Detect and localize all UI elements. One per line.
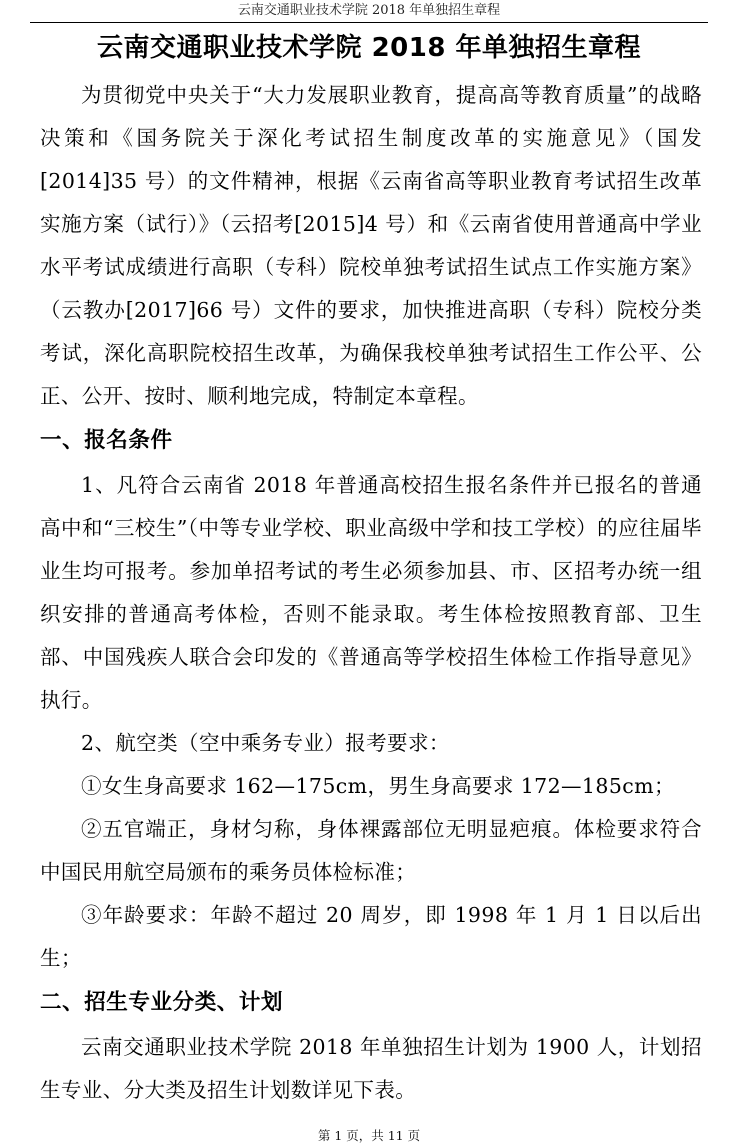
document-body (40, 74, 702, 1112)
aviation-requirement-age: ③年龄要求：年龄不超过 20 周岁，即 1998 年 1 月 1 日以后出生； (40, 903, 702, 970)
intro-paragraph: 为贯彻党中央关于“大力发展职业教育，提高高等教育质量”的战略决策和《国务院关于深化考试招生制度改革的实施意见》（国发[2014]35 号）的文件精神，根据《云南省高等职业教育考试招生改革实施方案（试行）》（云招考[2015]4 号）和《云南省使用普通高中学业水平考试成绩进行高职（专科）院校单独考试招生试点工作实施方案》（云教办[2017]66 号）文件的要求，加快推进高职（专科）院校分类考试，深化高职院校招生改革，为确保我校单独考试招生工作公平、公正、公开、按时、顺利地完成，特制定本章程。 (40, 83, 702, 408)
registration-condition-1: 1、凡符合云南省 2018 年普通高校招生报名条件并已报名的普通高中和“三校生”（中等专业学校、职业高级中学和技工学校）的应往届毕业生均可报考。参加单招考试的考生必须参加县、市、区招考办统一组织安排的普通高考体检，否则不能录取。考生体检按照教育部、卫生部、中国残疾人联合会印发的《普通高等学校招生体检工作指导意见》执行。 (40, 473, 702, 712)
aviation-requirement-height: ①女生身高要求 162—175cm，男生身高要求 172—185cm； (81, 774, 675, 798)
running-header: 云南交通职业技术学院 2018 年单独招生章程 (237, 3, 501, 18)
page-footer: 第 1 页，共 11 页 (317, 1128, 421, 1143)
enrollment-plan-paragraph: 云南交通职业技术学院 2018 年单独招生计划为 1900 人，计划招生专业、分大类及招生计划数详见下表。 (40, 1035, 702, 1102)
section-heading-enrollment-plan: 二、招生专业分类、计划 (40, 990, 284, 1015)
registration-condition-2: 2、航空类（空中乘务专业）报考要求： (81, 731, 450, 755)
header-divider (30, 22, 708, 23)
section-heading-registration: 一、报名条件 (40, 428, 173, 453)
aviation-requirement-appearance: ②五官端正，身材匀称，身体裸露部位无明显疤痕。体检要求符合中国民用航空局颁布的乘务员体检标准； (40, 817, 702, 884)
document-title: 云南交通职业技术学院 2018 年单独招生章程 (97, 33, 641, 63)
